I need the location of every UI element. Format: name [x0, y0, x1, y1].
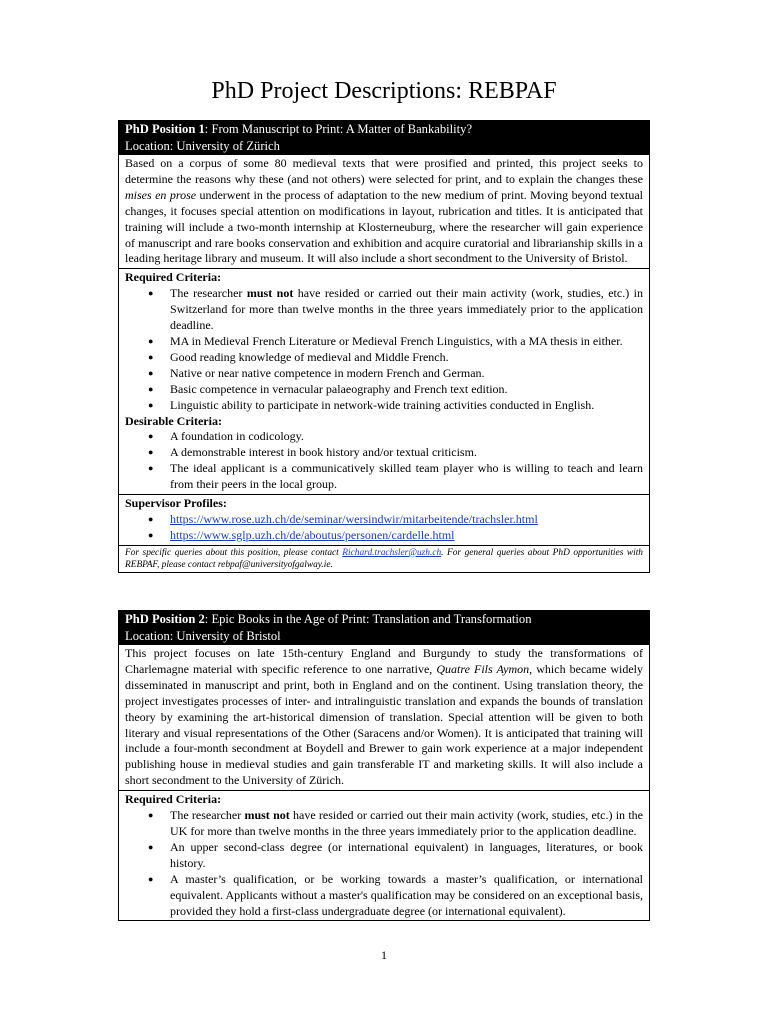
position-1-supervisors	[119, 494, 649, 545]
list-item: ● A demonstrable interest in book history and/or textual criticism.	[170, 445, 643, 461]
list-item: ● A master’s qualification, or be working towards a master’s qualification, or international equivalent. Applicants without a master's qualification may be considered on an exceptional basis, provided they hold a first-class undergraduate degree (or international equivalent).	[170, 872, 643, 920]
desirable-criteria-heading: Desirable Criteria:	[125, 413, 222, 428]
position-name: From Manuscript to Print: A Matter of Bankability?	[211, 122, 473, 136]
position-name: Epic Books in the Age of Print: Translation and Transformation	[211, 612, 532, 626]
required-criteria-heading: Required Criteria:	[125, 792, 222, 807]
position-1-table	[118, 120, 650, 573]
position-2-header: PhD Position 2: Epic Books in the Age of Print: Translation and Transformation Location: University of Bristol	[119, 611, 649, 645]
list-item: ● MA in Medieval French Literature or Medieval French Linguistics, with a MA thesis in either.	[170, 334, 643, 350]
position-location: Location: University of Zürich	[125, 139, 280, 153]
list-item: ● Basic competence in vernacular palaeography and French text edition.	[170, 382, 643, 398]
list-item: ● The researcher must not have resided or carried out their main activity (work, studies, etc.) in Switzerland for more than twelve months in the three years immediately prior to the application deadline.	[170, 286, 643, 334]
position-label: PhD Position 2	[125, 612, 205, 626]
supervisor-link[interactable]: https://www.sglp.uzh.ch/de/aboutus/personen/cardelle.html	[170, 527, 455, 542]
page-title: PhD Project Descriptions: REBPAF	[211, 78, 557, 104]
position-2-table	[118, 610, 650, 921]
supervisor-profiles-heading: Supervisor Profiles:	[125, 496, 227, 511]
list-item: ● The researcher must not have resided or carried out their main activity (work, studies, etc.) in the UK for more than twelve months in the three years immediately prior to the application deadline.	[170, 808, 643, 840]
position-label: PhD Position 1	[125, 122, 205, 136]
list-item: ● A foundation in codicology.	[170, 429, 643, 445]
list-item: ● Native or near native competence in modern French and German.	[170, 366, 643, 382]
required-criteria-list	[125, 808, 643, 919]
page-number: 1	[381, 948, 387, 962]
supervisor-links-list	[125, 512, 643, 544]
required-criteria-list	[125, 286, 643, 413]
position-2-criteria	[119, 790, 649, 920]
desirable-criteria-list	[125, 429, 643, 493]
position-location: Location: University of Bristol	[125, 629, 281, 643]
list-item: ● An upper second-class degree (or international equivalent) in languages, literatures, or book history.	[170, 840, 643, 872]
position-1-header: PhD Position 1: From Manuscript to Print: A Matter of Bankability? Location: University of Zürich	[119, 121, 649, 155]
contact-email-link[interactable]: Richard.trachsler@uzh.ch	[342, 547, 442, 558]
position-2-description: This project focuses on late 15th-century England and Burgundy to study the transformations of Charlemagne material with specific reference to one narrative, Quatre Fils Aymon, which became widely disseminated in manuscript and print, both in England and on the continent. Using translation theory, the project investigates processes of inter- and intralinguistic translation and expands the bounds of translation theory by examining the art-historical dimension of translation. Special attention will be given to both literary and visual representations of the Other (Saracens and/or Women). It is anticipated that training will include a four-month secondment at Boydell and Brewer to gain work experience at a major independent publishing house in medieval studies and gain transferable IT and marketing skills. It will also include a short secondment to the University of Zürich.	[125, 646, 643, 788]
list-item	[170, 512, 643, 528]
supervisor-link[interactable]: https://www.rose.uzh.ch/de/seminar/wersindwir/mitarbeitende/trachsler.html	[170, 511, 538, 526]
position-1-description: Based on a corpus of some 80 medieval texts that were prosified and printed, this project seeks to determine the reasons why these (and not others) were selected for print, and to explain the changes these mises en prose underwent in the process of adaptation to the new medium of print. Moving beyond textual changes, it focuses special attention on modifications in layout, rubrication and titles. It is anticipated that training will include a two-month internship at Klosterneuburg, where the researcher will gain experience of manuscript and rare books conservation and exhibition and acquire curatorial and librarianship skills in a leading heritage library and museum. It will also include a short secondment to the University of Bristol.	[125, 156, 643, 266]
position-1-criteria	[119, 268, 649, 494]
list-item: ● Linguistic ability to participate in network-wide training activities conducted in English.	[170, 398, 643, 414]
required-criteria-heading: Required Criteria:	[125, 270, 222, 285]
list-item: ● The ideal applicant is a communicatively skilled team player who is willing to teach and learn from their peers in the local group.	[170, 461, 643, 493]
position-1-contact: For specific queries about this position, please contact Richard.trachsler@uzh.ch. For general queries about PhD opportunities with REBPAF, please contact rebpaf@universityofgalway.ie.	[119, 545, 649, 573]
list-item: ● Good reading knowledge of medieval and Middle French.	[170, 350, 643, 366]
list-item	[170, 528, 643, 544]
